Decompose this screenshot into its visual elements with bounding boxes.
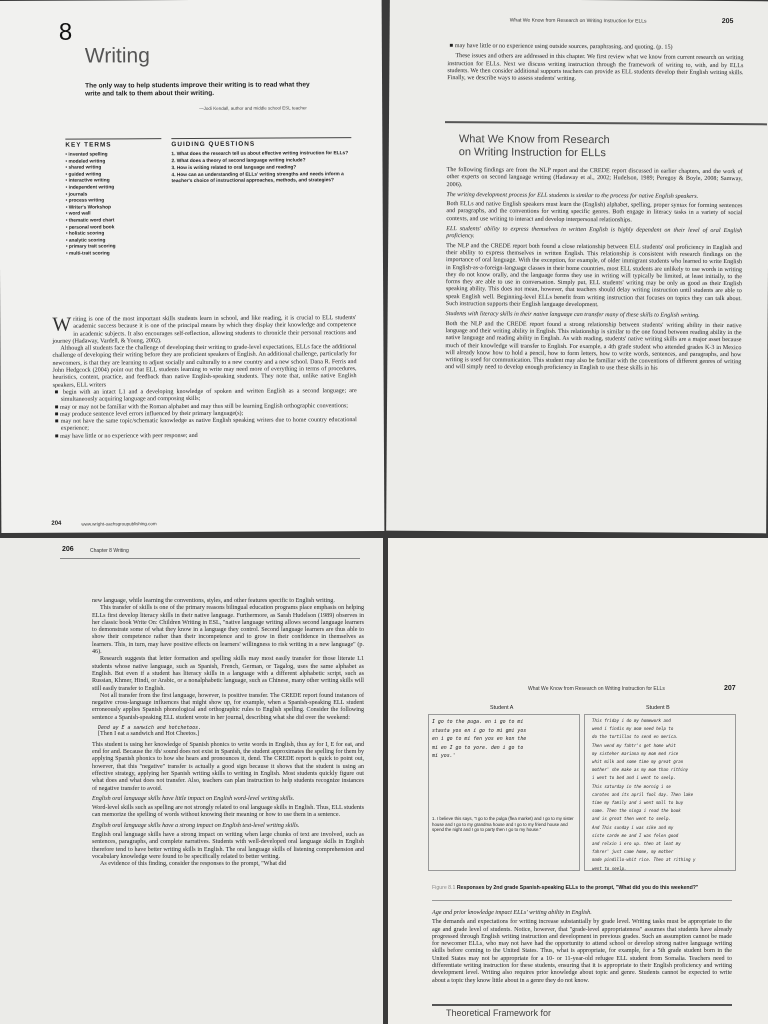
running-head: What We Know from Research on Writing Instruction for ELLs	[509, 17, 647, 25]
handwriting-line: wend i findis my mom need help to	[592, 726, 674, 732]
section-title	[459, 133, 610, 159]
paragraph: riting is one of the most important skills students learn in school, and like reading, it is crucial to ELL students' academic success because it is one of the principal means by which they display their knowledge and competence in academic subjects. It also encourages self-reflection, allowing students to chronicle their personal reactions and journey (Hadaway, Vardell, & Young, 2002).	[52, 315, 357, 345]
paragraph: As evidence of this finding, consider the responses to the prompt, "What did	[100, 861, 287, 868]
handwriting-line: This saturday in the mornig i se	[592, 783, 671, 789]
bullet-item: ■ may have little or no experience using outside sources, paraphrasing, and quoting. (p. 15)	[449, 43, 673, 51]
section-title-line: What We Know from Research	[458, 133, 610, 147]
chapter-number: 8	[58, 18, 73, 46]
body-text-204	[52, 315, 357, 441]
handwriting-line: some. Then the ninga i read the book	[592, 808, 681, 814]
handwriting-line: mi en I go to yore. den i go to	[432, 744, 524, 751]
key-term: • thematic word chart	[65, 218, 115, 224]
key-term: • multi-trait scoring	[65, 251, 110, 257]
key-terms-list	[65, 152, 115, 258]
handwriting-line: And This sunday i was sike and my	[592, 824, 674, 830]
key-term: • word wall	[65, 211, 91, 218]
section-title-line: on Writing Instruction for ELLs	[458, 145, 606, 159]
guiding-question: 2. What does a theory of second language writing include?	[171, 158, 306, 164]
handwriting-line: i went to bed and i went to seelp.	[592, 775, 676, 781]
paragraph: Word-level skills such as spelling are not strongly related to oral language skills in English. Thus, ELL students can memorize the spelling of words without knowing their meaning or how to use them in a sentence.	[92, 805, 364, 819]
body-text-205	[445, 167, 742, 374]
example-translation: [Then I eat a sandwich and Hot Cheetos.]	[98, 731, 200, 738]
paragraph: Not all transfer from the first language, however, is positive transfer. The CREDE report found instances of negative cross-language influences that might show up, for example, when a Spanish-speaking ELL student erroneously applies Spanish phonological and orthographic rules to English spelling. Consider the following sentence a Spanish-speaking ELL student wrote in her journal, describing what she did over the weekend:	[92, 692, 364, 721]
handwriting-line: and relxin i ero up. then at leat my	[592, 841, 681, 847]
handwriting-line: fahrer' just came home, my mother	[592, 849, 674, 855]
key-term: • shared writing	[65, 165, 102, 171]
paragraph: The demands and expectations for writing increase substantially by grade level. Writing tasks must be appropriate to the age and grade level of students. Notice, however, that "grade-level appropriateness" assumes that students have already progressed through English writing instruction and development in previous grades. Such an assumption cannot be made for newcomer ELLs, who may not have had the opportunity to attend school or develop strong native language writing skills before coming to the United States. Thus, what is appropriate, for example, for a 5th grade student born in the United States may not be appropriate for a 10- or 11-year-old refugee ELL student from Somalia. Teachers need to differentiate writing instruction for these students, ensuring that it is appropriate to their English proficiency and writing development level. Writing also requires prior knowledge about topic and genre. Students cannot be expected to write about a topic they know little about in a genre they do not know.	[432, 919, 732, 984]
paragraph: The NLP and the CREDE report both found a close relationship between ELL students' oral proficiency in English and their ability to express themselves in written English. This relationship is consistent with research findings on the importance of oral language. With the exception, for example, of older immigrant students who learned to write English in English-as-a-foreign-language classes in their home countries, most ELL students are unlikely to use words in writing they do not know orally, and the language forms they use in writing will typically be limited, at least initially, to the forms they are able to use in conversation. Simply put, ELL students' writing may be only as good as their English speaking ability. This does not mean, however, that teachers should delay writing instruction until students are able to speak English well. Beginning-level ELLs benefit from writing instruction that focuses on topics they can talk about. Such instruction supports their English language development.	[445, 242, 743, 309]
key-term: • guided writing	[65, 172, 102, 178]
finding-heading: ELL students' ability to express themselves in written English is highly dependent on their level of oral English proficiency.	[446, 226, 743, 240]
paragraph: These issues and others are addressed in this chapter. We first review what we know from current research on writing instruction for ELLs. Next we discuss writing instruction through the framework of writing to, with, and by ELLs students. We then consider additional supports teachers can provide as ELL students develop their English writing skills. Finally, we describe ways to assess students' writing.	[447, 53, 744, 83]
handwriting-line: This friday i do my homework and	[592, 718, 671, 723]
footer-url: www.wright-oachsgroupublishing.com	[81, 521, 157, 527]
finding-heading: The writing development process for ELL students is similar to the process for native English speakers.	[446, 191, 699, 200]
paragraph: Although all students face the challenge of developing their writing to grade-level expectations, ELLs face the additional challenge of developing their writing before they are proficient speakers of English. An additional challenge, particularly for newcomers, is that they are learning to adjust socially and culturally to a new country and a new school. Dana R. Ferris and John Hedgcock (2004) point out that ELL students learning to write may need more of everything in terms of procedures, heuristics, content, practice, and feedback than native English-speaking students. They note that, unlike native English speakers, ELL writers	[52, 344, 357, 389]
handwriting-line: mother' she make as my mom than rithiny	[592, 767, 689, 773]
handwriting-line: I go to the puga. en i go to mi	[432, 719, 524, 725]
handwriting-line: do the tortillas to send en merica.	[592, 734, 679, 740]
chapter-title: Writing	[84, 44, 150, 68]
student-b-writing	[592, 717, 734, 873]
bullet-item: ■ may or may not be familiar with the Roman alphabet and may thus still be learning English orthographic conventions;	[54, 402, 348, 411]
key-term: • interactive writing	[65, 178, 110, 185]
key-term: • invented spelling	[65, 152, 108, 158]
key-term: • holistic scoring	[65, 231, 105, 237]
running-head: Chapter 8 Writing	[90, 548, 129, 554]
figure-caption	[432, 885, 732, 891]
body-text-205-top	[447, 43, 743, 85]
key-term: • personal word book	[65, 224, 115, 231]
student-a-translation: 1. I believe this says, "I go to the pulga (flea market) and I go to my sister house and I go to my grandma house and I go to my friend house and spend the night and I go to party then I go to my house."	[432, 816, 574, 833]
page-number: 206	[62, 546, 74, 553]
bottom-rule	[432, 1004, 732, 1006]
finding-heading: English oral language skills have little impact on English word-level writing skills.	[92, 795, 295, 802]
handwriting-line: time my family and i went mall to buy	[592, 800, 684, 806]
paragraph: This student is using her knowledge of Spanish phonics to write words in English, thus ay for I, E for eat, and end for and. Because the /th/ sound does not exist in Spanish, the student approximates the spelling for them by applying Spanish phonics to how she hears and pronounces it, dend. The CREDE report is quick to point out, however, that this "negative" transfer is actually a good sign because it shows that the student is using an effective strategy, applying her Spanish writing skills to writing in English. Most students quickly figure out what does and what does not transfer. Also, teachers can plan instruction to help students recognize instances of negative transfer to avoid.	[92, 741, 364, 792]
drop-cap: W	[52, 313, 72, 336]
handwriting-line: Then wend my fahtr's get home whit	[592, 742, 676, 748]
body-text-206	[92, 598, 364, 869]
student-b-label: Student B	[646, 705, 670, 711]
page-204	[0, 0, 384, 533]
header-rule	[60, 558, 360, 559]
bullet-item: ■ may have little or no experience with peer response; and	[54, 432, 198, 440]
body-text-207	[432, 910, 732, 985]
caption-rule	[432, 900, 732, 901]
paragraph: Both the NLP and the CREDE report found a strong relationship between students' writing ability in their native language and their writing ability in English. This relationship is similar to the one found between reading ability in the native language and reading ability in English. As with reading, students' native writing skills are a major asset because much of their knowledge will transfer to English. For example, a 4th grade student who attended grades K-3 in Mexico will already know how to hold a pencil, how to form letters, how to write words, sentences, and paragraphs, and how writing is used for communication. This student may also be familiar with the conventions of different genres of writing and will simply need to develop enough proficiency in English to use these skills in his	[445, 320, 742, 372]
handwriting-line: en i go to mi fen yos en kon the	[432, 736, 527, 743]
student-a-label: Student A	[490, 705, 514, 711]
page-number: 207	[724, 685, 736, 692]
key-term: • process writing	[65, 198, 105, 204]
key-terms-header: KEY TERMS	[65, 141, 112, 149]
handwritten-example: Dend ay E a sanwich and hotchetoos.	[98, 725, 202, 732]
paragraph: This transfer of skills is one of the primary reasons bilingual education programs place emphasis on helping ELLs first develop literacy skills in their native language. Furthermore, as Sarah Hudelson (1989) observes in her classic book Write On: Children Writing in ESL, "native language writing allows second language learners to demonstrate some of what they know in a language they control. Second language learners are thus able to show their competence rather than their incompetence and to grow in their confidence in themselves as learners. This, in turn, may have positive effects on learners' willingness to risk writing in a new language" (p. 46).	[92, 605, 364, 656]
key-term: • Writer's Workshop	[65, 205, 112, 211]
handwriting-line: my sisteher mariana my mom med rice	[592, 750, 679, 756]
next-section-heading: Theoretical Framework for	[446, 1008, 552, 1018]
handwriting-line: stasta yos en i go to mi gmi yos	[432, 727, 527, 734]
finding-heading: Students with literacy skills in their native language can transfer many of these skills to English writing.	[445, 311, 700, 320]
guiding-question: 4. How can an understanding of ELLs' writing strengths and needs inform a teacher's choice of instructional approaches, methods, and strategies?	[171, 171, 344, 185]
handwriting-line: went to seelp.	[592, 865, 627, 871]
guiding-questions-list	[171, 151, 351, 186]
handwriting-line: made pindillo-whit rice. Then at rithing y	[592, 857, 696, 863]
paragraph: The following findings are from the NLP report and the CREDE report discussed in earlier chapters, and the work of other experts on second language writing (Hadaway et al., 2002; Hudelson, 1989; Peregoy & Boyle, 2008; Samway, 2006).	[446, 167, 743, 188]
key-terms-rule	[65, 138, 161, 140]
figure-caption-text: Responses by 2nd grade Spanish-speaking ELLs to the prompt, "What did you do this weekend?"	[456, 885, 699, 891]
key-term: • journals	[65, 192, 88, 198]
chapter-subtitle: The only way to help students improve their writing is to read what they write and talk to them about their writing.	[85, 81, 310, 98]
finding-heading: English oral language skills have a strong impact on English text-level writing skills.	[92, 822, 300, 829]
guiding-questions-header: GUIDING QUESTIONS	[171, 140, 256, 149]
handwriting-line: whit milk and some time my great gran	[592, 759, 684, 765]
page-number: 205	[721, 17, 734, 26]
student-a-writing	[432, 718, 578, 761]
bullet-item: ■ begin with an intact L1 and a developing knowledge of spoken and written English as a second language; are simultaneously acquiring language and composing skills;	[54, 388, 357, 403]
page-207	[388, 538, 768, 1024]
guiding-question: 1. What does the research tell us about effective writing instruction for ELLs?	[171, 151, 349, 158]
finding-heading: Age and prior knowledge impact ELLs' writing ability in English.	[432, 910, 592, 916]
chapter-quote-attribution: —Jodi Kendall, author and middle school ESL teacher	[199, 105, 307, 111]
running-head: What We Know from Research on Writing Instruction for ELLs	[528, 686, 665, 692]
handwriting-line: mi yos.'	[432, 753, 456, 760]
handwriting-line: and is great then went to seelp.	[592, 816, 671, 822]
handwriting-line: siste carde me and I was felen good	[592, 832, 679, 838]
paragraph: new language, while learning the conventions, styles, and other features specific to English writing.	[92, 598, 335, 604]
key-term: • independent writing	[65, 185, 115, 191]
key-term: • primary trait scoring	[65, 244, 116, 250]
paragraph: English oral language skills have a strong impact on writing when large chunks of text are involved, such as sentences, paragraphs, and complete narratives. Students with well-developed oral language skills in English therefore tend to have better writing skills in English. The oral language skills of listening comprehension and vocabulary knowledge were found to be specifically related to better writing.	[92, 832, 364, 860]
figure-label: Figure 8.1	[432, 885, 456, 891]
handwriting-line: carotes and its april fool day. Then lake	[592, 791, 694, 797]
key-term: • modeled writing	[65, 159, 106, 165]
guiding-rule	[171, 137, 351, 139]
key-term: • analytic scoring	[65, 238, 106, 244]
paragraph: Both ELLs and native English speakers must learn the (English) alphabet, spelling, proper syntax for forming sentences and paragraphs, and the conventions for writing specific genres. Both engage in literacy tasks in a variety of social contexts, and use writing to interact and develop interpersonal relationships.	[446, 201, 743, 224]
page-206	[0, 538, 383, 1024]
page-205	[386, 0, 768, 533]
bullet-item: ■ may not have the same topic/schematic knowledge as native English speaking writers due to home country educational experience;	[54, 417, 357, 433]
guiding-question: 3. How is writing related to oral language and reading?	[171, 165, 297, 171]
paragraph: Research suggests that letter formation and spelling skills may most easily transfer for those literate L1 students whose native language, such as Spanish, French, German, or Tagalog, uses the same alphabet as English. But even if a student has literacy skills in a language with a different alphabetic script, such as Russian, Khmer, Hindi, or Arabic, or a nonalphabetic language, such as Chinese, many other writing skills will still easily transfer to English.	[92, 656, 364, 692]
page-number: 204	[51, 520, 62, 527]
bullet-item: ■ may produce sentence level errors influenced by their primary language(s);	[54, 410, 244, 418]
